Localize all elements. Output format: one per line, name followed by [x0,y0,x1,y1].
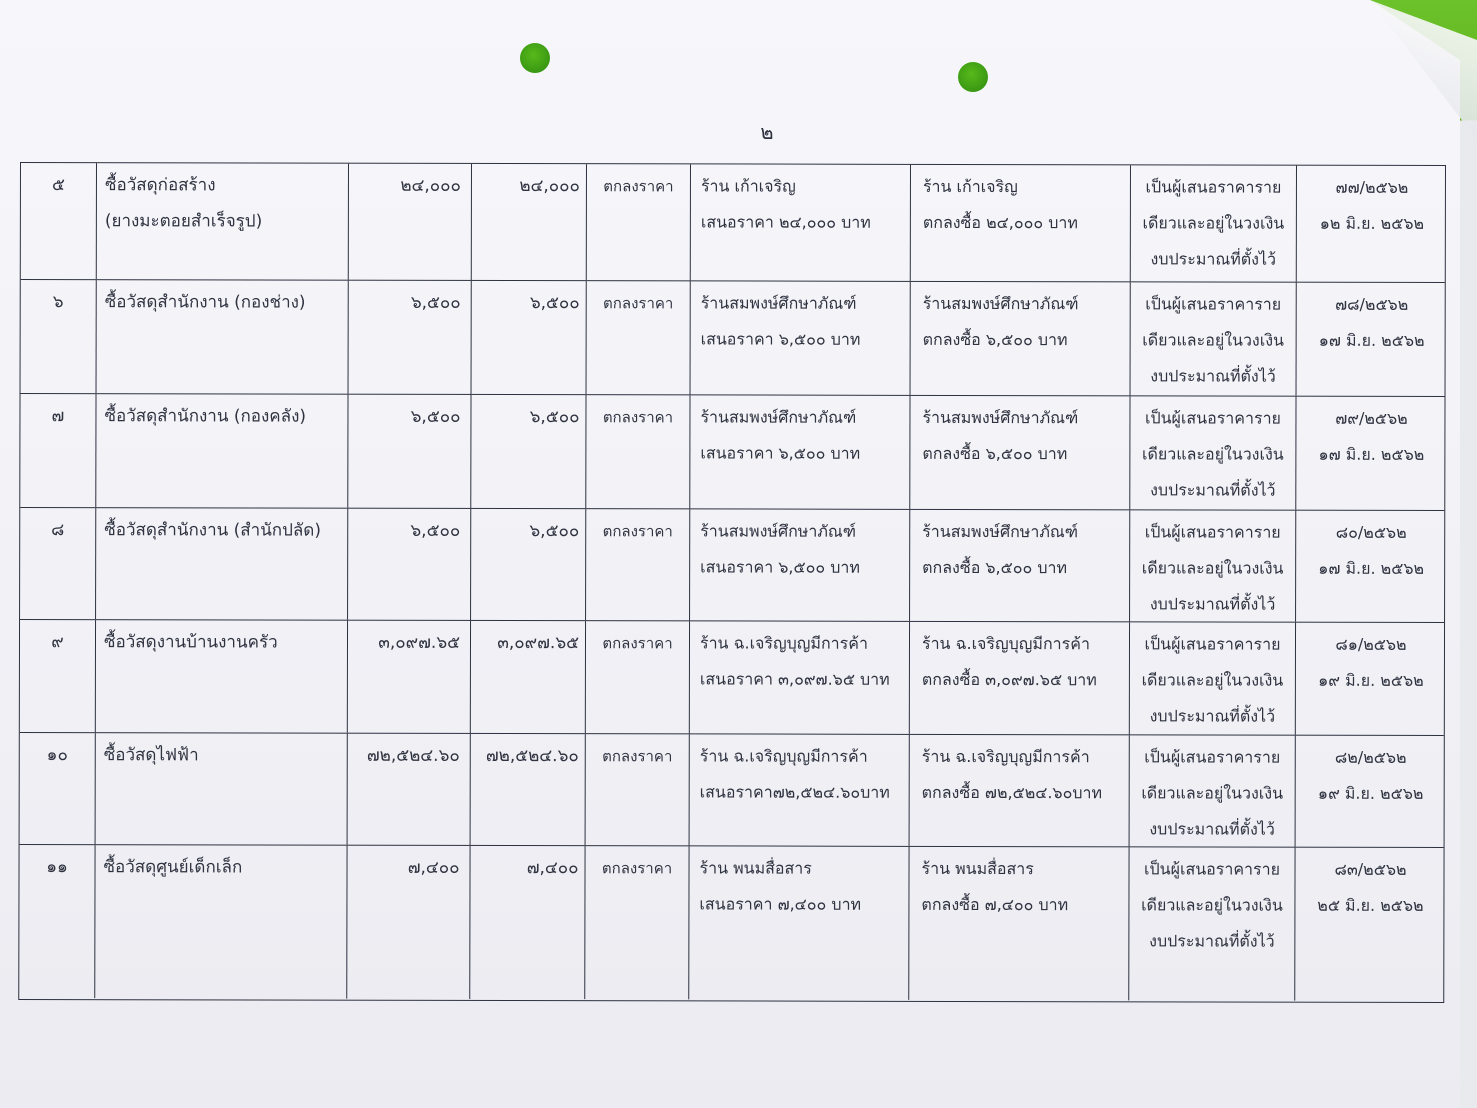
budget-amount: ๖,๕๐๐ [348,509,471,620]
table-row [20,508,1444,623]
bidder-offer: ร้าน พนมสื่อสาร เสนอราคา ๗,๔๐๐ บาท [689,846,909,999]
selected-vendor: ร้าน ฉ.เจริญบุญมีการค้า ตกลงซื้อ ๗๒,๕๒๔.๖๐บาท [910,735,1130,846]
contract-reference: ๗๙/๒๕๖๒ ๑๗ มิ.ย. ๒๕๖๒ [1318,408,1425,464]
bidder-offer: ร้านสมพงษ์ศึกษาภัณฑ์ เสนอราคา ๖,๕๐๐ บาท [690,509,910,620]
table-row [19,845,1443,1001]
contract-reference: ๘๓/๒๕๖๒ ๒๕ มิ.ย. ๒๕๖๒ [1317,859,1424,915]
contract-reference: ๘๒/๒๕๖๒ ๑๙ มิ.ย. ๒๕๖๒ [1317,747,1424,803]
punch-hole [520,43,550,73]
budget-amount: ๒๔,๐๐๐ [349,164,472,280]
punch-hole [958,62,988,92]
budget-amount: ๖,๕๐๐ [349,281,472,394]
selected-vendor: ร้าน พนมสื่อสาร ตกลงซื้อ ๗,๔๐๐ บาท [909,847,1129,1000]
median-price: ๖,๕๐๐ [471,395,586,508]
median-price: ๗๒,๕๒๔.๖๐ [471,734,586,845]
row-number: ๙ [20,620,96,732]
selection-reason: เป็นผู้เสนอราคาราย เดียวและอยู่ในวงเงิน งบประมาณที่ตั้งไว้ [1131,282,1297,395]
budget-amount: ๗,๔๐๐ [347,846,470,999]
median-price: ๖,๕๐๐ [472,281,587,394]
item-description: ซื้อวัสดุก่อสร้าง (ยางมะตอยสำเร็จรูป) [97,163,349,280]
item-description: ซื้อวัสดุสำนักงาน (สำนักปลัด) [96,508,348,620]
selection-reason: เป็นผู้เสนอราคาราย เดียวและอยู่ในวงเงิน งบประมาณที่ตั้งไว้ [1130,396,1296,509]
row-number: ๗ [20,394,96,507]
selection-reason: เป็นผู้เสนอราคาราย เดียวและอยู่ในวงเงิน งบประมาณที่ตั้งไว้ [1130,510,1296,621]
bidder-offer: ร้านสมพงษ์ศึกษาภัณฑ์ เสนอราคา ๖,๕๐๐ บาท [691,281,911,394]
procurement-method: ตกลงราคา [587,281,691,394]
procurement-method: ตกลงราคา [586,734,690,845]
bidder-offer: ร้าน ฉ.เจริญบุญมีการค้า เสนอราคา๗๒,๕๒๔.๖๐บาท [690,734,910,845]
contract-reference: ๘๑/๒๕๖๒ ๑๙ มิ.ย. ๒๕๖๒ [1318,634,1424,690]
median-price: ๓,๐๙๗.๖๕ [471,621,586,733]
item-description: ซื้อวัสดุสำนักงาน (กองคลัง) [96,394,348,508]
table-row [20,733,1444,848]
selection-reason: เป็นผู้เสนอราคาราย เดียวและอยู่ในวงเงิน งบประมาณที่ตั้งไว้ [1130,735,1296,846]
table-row [21,280,1445,397]
median-price: ๖,๕๐๐ [471,509,586,620]
budget-amount: ๓,๐๙๗.๖๕ [348,621,471,733]
procurement-method: ตกลงราคา [586,621,690,733]
selected-vendor: ร้าน ฉ.เจริญบุญมีการค้า ตกลงซื้อ ๓,๐๙๗.๖๕ บาท [910,622,1130,734]
contract-reference: ๗๗/๒๕๖๒ ๑๒ มิ.ย. ๒๕๖๒ [1319,177,1425,233]
item-description: ซื้อวัสดุงานบ้านงานครัว [96,620,348,733]
contract-reference: ๘๐/๒๕๖๒ ๑๗ มิ.ย. ๒๕๖๒ [1318,522,1425,578]
table-row [20,394,1444,511]
row-number: ๑๑ [19,845,95,998]
median-price: ๒๔,๐๐๐ [472,164,587,280]
bidder-offer: ร้าน เก้าเจริญ เสนอราคา ๒๔,๐๐๐ บาท [691,164,911,280]
budget-amount: ๗๒,๕๒๔.๖๐ [348,734,471,845]
bidder-offer: ร้านสมพงษ์ศึกษาภัณฑ์ เสนอราคา ๖,๕๐๐ บาท [690,395,910,508]
item-description: ซื้อวัสดุสำนักงาน (กองช่าง) [97,280,349,394]
page-number: ๒ [760,120,774,144]
row-number: ๘ [20,508,96,619]
row-number: ๕ [21,163,97,279]
row-number: ๖ [21,280,97,393]
bidder-offer: ร้าน ฉ.เจริญบุญมีการค้า เสนอราคา ๓,๐๙๗.๖๕ บาท [690,621,910,733]
selected-vendor: ร้านสมพงษ์ศึกษาภัณฑ์ ตกลงซื้อ ๖,๕๐๐ บาท [910,396,1130,509]
row-number: ๑๐ [20,733,96,844]
item-description: ซื้อวัสดุศูนย์เด็กเล็ก [95,845,347,999]
median-price: ๗,๔๐๐ [470,846,585,999]
budget-amount: ๖,๕๐๐ [348,395,471,508]
contract-reference: ๗๘/๒๕๖๒ ๑๗ มิ.ย. ๒๕๖๒ [1318,294,1425,350]
procurement-method: ตกลงราคา [587,164,691,280]
procurement-table [18,162,1446,1003]
item-description: ซื้อวัสดุไฟฟ้า [96,733,348,845]
selected-vendor: ร้านสมพงษ์ศึกษาภัณฑ์ ตกลงซื้อ ๖,๕๐๐ บาท [911,282,1131,395]
selection-reason: เป็นผู้เสนอราคาราย เดียวและอยู่ในวงเงิน งบประมาณที่ตั้งไว้ [1130,622,1296,734]
selected-vendor: ร้านสมพงษ์ศึกษาภัณฑ์ ตกลงซื้อ ๖,๕๐๐ บาท [910,510,1130,621]
selection-reason: เป็นผู้เสนอราคาราย เดียวและอยู่ในวงเงิน งบประมาณที่ตั้งไว้ [1131,165,1297,281]
table-row [20,620,1444,736]
selected-vendor: ร้าน เก้าเจริญ ตกลงซื้อ ๒๔,๐๐๐ บาท [911,165,1131,281]
procurement-method: ตกลงราคา [586,509,690,620]
procurement-method: ตกลงราคา [585,846,689,999]
table-row [21,163,1445,283]
selection-reason: เป็นผู้เสนอราคาราย เดียวและอยู่ในวงเงิน งบประมาณที่ตั้งไว้ [1129,847,1295,1000]
procurement-method: ตกลงราคา [586,395,690,508]
